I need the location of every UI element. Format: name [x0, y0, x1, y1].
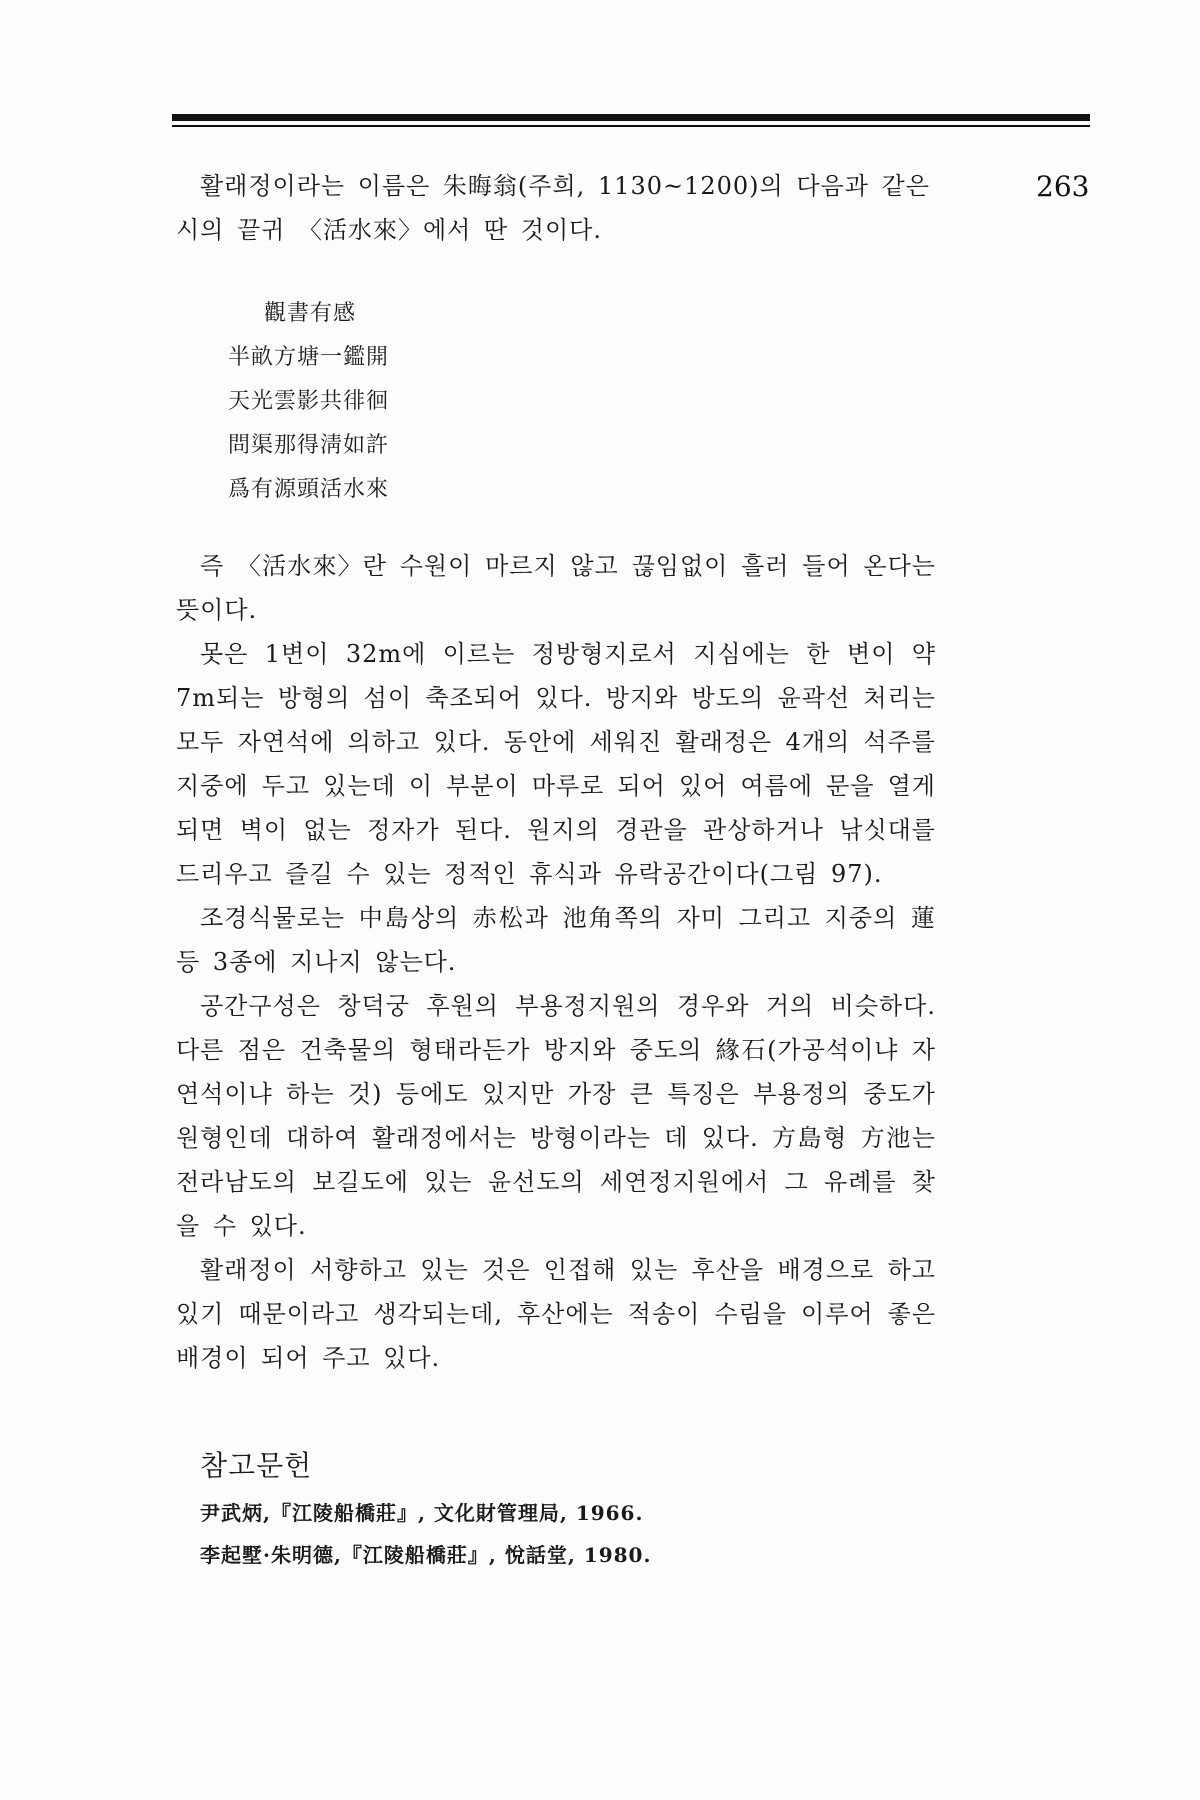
- poem-line: 問渠那得淸如許: [228, 433, 390, 458]
- header-rule-thick: [172, 114, 1090, 121]
- intro-paragraph: [176, 164, 936, 252]
- page-number: 263: [1036, 170, 1090, 203]
- paragraph: 즉 〈活水來〉란 수원이 마르지 않고 끊임없이 흘러 들어 온다는 뜻이다.: [176, 552, 936, 624]
- reference-item: 尹武炳,『江陵船橋莊』, 文化財管理局, 1966.: [200, 1501, 644, 1525]
- intro-line: 활래정이라는 이름은 朱晦翁(주희, 1130~1200)의 다음과 같은: [200, 172, 930, 200]
- references-heading: 참고문헌: [200, 1449, 313, 1482]
- main-text: [176, 544, 936, 1380]
- poem-title: 觀書有感: [264, 301, 357, 326]
- paragraph: 조경식물로는 中島상의 赤松과 池角쪽의 자미 그리고 지중의 蓮 등 3종에 지나지 않는다.: [176, 904, 936, 976]
- poem-line: 爲有源頭活水來: [228, 477, 390, 502]
- header-rule-thin: [172, 125, 1090, 127]
- references-section: [200, 1442, 920, 1576]
- poem-line: 天光雲影共徘徊: [228, 389, 390, 414]
- poem: [228, 292, 389, 512]
- paragraph: 활래정이 서향하고 있는 것은 인접해 있는 후산을 배경으로 하고 있기 때문이라고 생각되는데, 후산에는 적송이 수림을 이루어 좋은 배경이 되어 주고 있다.: [176, 1256, 936, 1372]
- reference-item: 李起墅·朱明德,『江陵船橋莊』, 悅話堂, 1980.: [200, 1543, 652, 1567]
- poem-line: 半畝方塘一鑑開: [228, 345, 390, 370]
- paragraph: 공간구성은 창덕궁 후원의 부용정지원의 경우와 거의 비슷하다. 다른 점은 건축물의 형태라든가 방지와 중도의 緣石(가공석이냐 자연석이냐 하는 것) 등에도 있지만 가장 큰 특징은 부용정의 중도가 원형인데 대하여 활래정에서는 방형이라는 데 있다. 方島형 方池는 전라남도의 보길도에 있는 윤선도의 세연정지원에서 그 유례를 찾을 수 있다.: [176, 992, 936, 1240]
- intro-line: 시의 끝귀 〈活水來〉에서 딴 것이다.: [176, 216, 602, 244]
- paragraph: 못은 1변이 32m에 이르는 정방형지로서 지심에는 한 변이 약 7m되는 방형의 섬이 축조되어 있다. 방지와 방도의 윤곽선 처리는 모두 자연석에 의하고 있다. 동안에 세워진 활래정은 4개의 석주를 지중에 두고 있는데 이 부분이 마루로 되어 있어 여름에 문을 열게 되면 벽이 없는 정자가 된다. 원지의 경관을 관상하거나 낚싯대를 드리우고 즐길 수 있는 정적인 휴식과 유락공간이다(그림 97).: [176, 640, 936, 888]
